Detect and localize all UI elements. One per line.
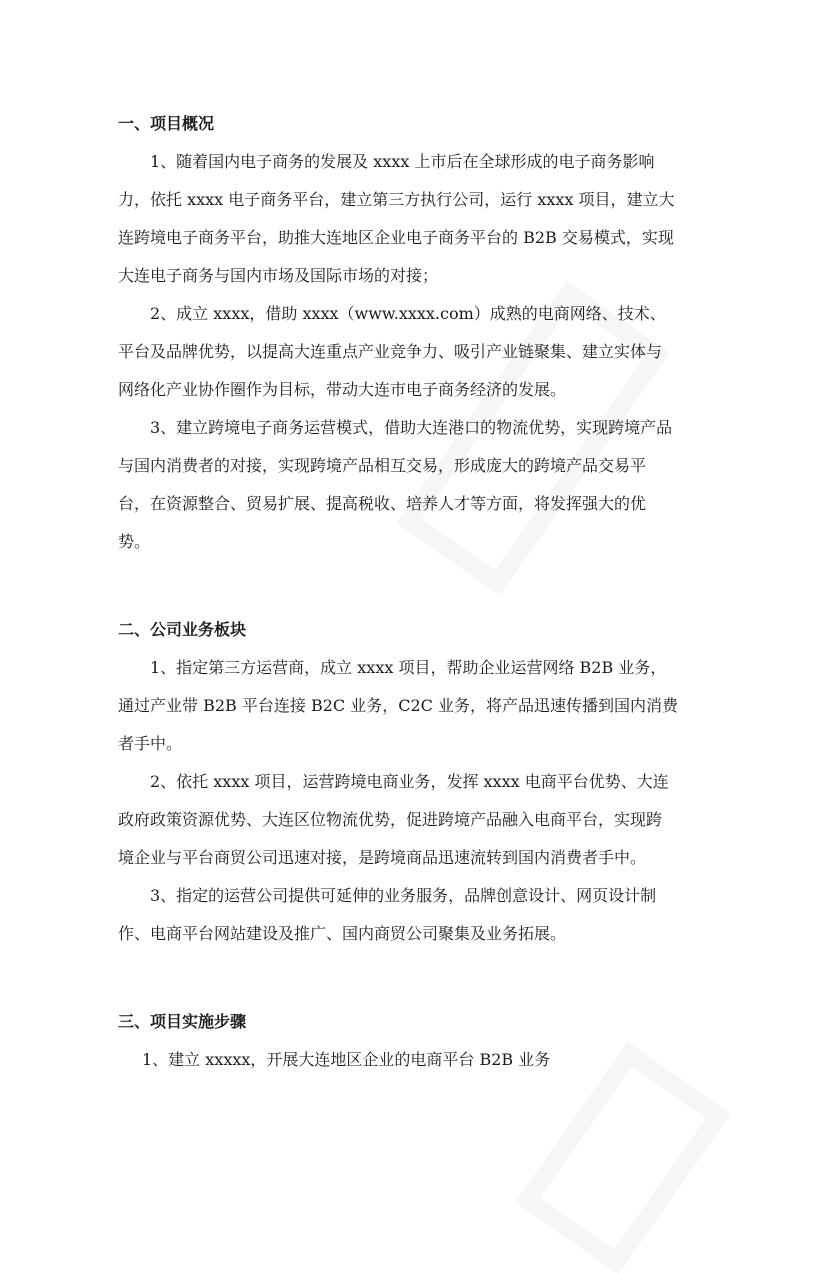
text-line: 大连电子商务与国内市场及国际市场的对接；: [118, 266, 439, 285]
text-line: 平台及品牌优势，以提高大连重点产业竞争力、吸引产业链聚集、建立实体与: [118, 342, 663, 361]
text-line: 通过产业带 B2B 平台连接 B2C 业务，C2C 业务，将产品迅速传播到国内消费: [118, 696, 678, 715]
paragraph: [118, 1041, 718, 1079]
text-line: 政府政策资源优势、大连区位物流优势，促进跨境产品融入电商平台，实现跨: [118, 810, 663, 829]
text-line: 2、依托 xxxx 项目，运营跨境电商业务，发挥 xxxx 电商平台优势、大连: [150, 772, 669, 791]
paragraph: [118, 295, 718, 409]
text-line: 3、建立跨境电子商务运营模式，借助大连港口的物流优势，实现跨境产品: [150, 418, 673, 437]
text-line: 2、成立 xxxx，借助 xxxx（www.xxxx.com）成熟的电商网络、技术、: [150, 304, 666, 323]
paragraph: [118, 649, 718, 763]
text-line: 网络化产业协作圈作为目标，带动大连市电子商务经济的发展。: [118, 380, 567, 399]
text-line: 者手中。: [118, 734, 183, 753]
text-line: 台，在资源整合、贸易扩展、提高税收、培养人才等方面，将发挥强大的优: [118, 494, 647, 513]
text-line: 3、指定的运营公司提供可延伸的业务服务，品牌创意设计、网页设计制: [150, 886, 657, 905]
section-heading: 三、项目实施步骤: [118, 1012, 247, 1031]
paragraph: [118, 409, 718, 561]
paragraph: [118, 877, 718, 953]
text-line: 力，依托 xxxx 电子商务平台，建立第三方执行公司，运行 xxxx 项目，建立大: [118, 190, 675, 209]
text-line: 1、指定第三方运营商，成立 xxxx 项目，帮助企业运营网络 B2B 业务，: [150, 658, 667, 677]
text-line: 1、建立 xxxxx，开展大连地区企业的电商平台 B2B 业务: [142, 1050, 551, 1069]
section: [118, 611, 718, 953]
section-heading: 二、公司业务板块: [118, 620, 247, 639]
text-line: 与国内消费者的对接，实现跨境产品相互交易，形成庞大的跨境产品交易平: [118, 456, 647, 475]
section: [118, 105, 718, 561]
text-line: 1、随着国内电子商务的发展及 xxxx 上市后在全球形成的电子商务影响: [150, 152, 655, 171]
document-page: [118, 105, 718, 1129]
text-line: 连跨境电子商务平台，助推大连地区企业电子商务平台的 B2B 交易模式，实现: [118, 228, 674, 247]
text-line: 境企业与平台商贸公司迅速对接，是跨境商品迅速流转到国内消费者手中。: [118, 848, 647, 867]
text-line: 势。: [118, 532, 151, 551]
text-line: 作、电商平台网站建设及推广、国内商贸公司聚集及业务拓展。: [118, 924, 567, 943]
section-heading: 一、项目概况: [118, 114, 215, 133]
paragraph: [118, 143, 718, 295]
paragraph: [118, 763, 718, 877]
section: [118, 1003, 718, 1079]
